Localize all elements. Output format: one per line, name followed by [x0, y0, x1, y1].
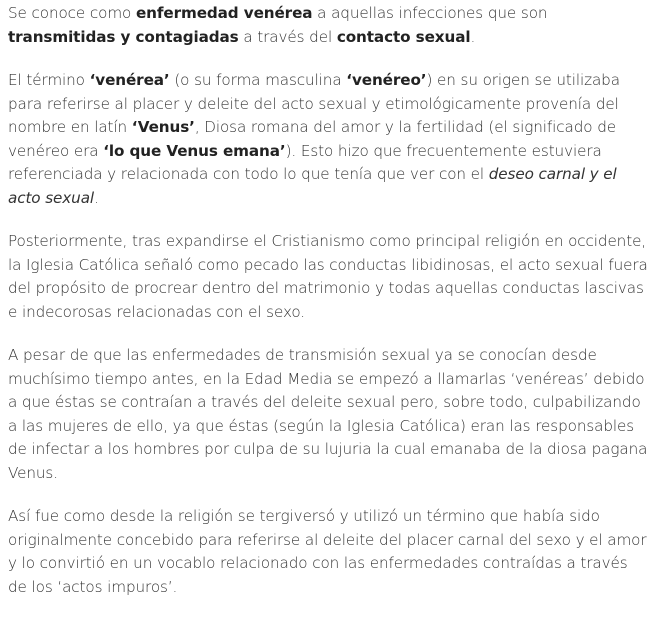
- text: a aquellas infecciones que son: [312, 4, 548, 22]
- bold-text: transmitidas y contagiadas: [8, 27, 239, 46]
- paragraph-2: [8, 69, 651, 210]
- text: ) en su origen se utilizaba para referirse al placer y deleite del acto sexual y etimológicamente provenía del nombre en latín: [8, 71, 620, 136]
- bold-text: ‘lo que Venus emana’: [103, 141, 286, 160]
- text: .: [470, 27, 476, 46]
- text: a través del: [238, 27, 337, 46]
- bold-text: ‘Venus’: [131, 118, 195, 136]
- bold-text: ‘venérea’: [89, 71, 170, 89]
- text: Se conoce como: [8, 4, 136, 22]
- text: , Diosa romana del amor y la fertilidad (el significado de venéreo era: [8, 118, 616, 160]
- italic-text: deseo carnal y el acto sexual: [8, 165, 617, 207]
- text: El término: [8, 71, 90, 89]
- bold-text: enfermedad venérea: [135, 4, 313, 22]
- paragraph-1: [8, 2, 651, 49]
- text: (o su forma masculina: [169, 71, 347, 89]
- bold-text: contacto sexual: [336, 27, 471, 46]
- text: ). Esto hizo que frecuentemente estuviera referenciada y relacionada con todo lo que tenía que ver con el: [8, 141, 602, 183]
- bold-text: ‘venéreo’: [346, 71, 427, 89]
- text: .: [94, 188, 99, 207]
- paragraph-3: Posteriormente, tras expandirse el Cristianismo como principal religión en occidente, la Iglesia Católica señaló como pecado las conductas libidinosas, el acto sexual fuera del propósito de procrear dentro del matrimonio y todas aquellas conductas lascivas e indecorosas relacionadas con el sexo.: [8, 232, 648, 321]
- paragraph-5: Así fue como desde la religión se tergiversó y utilizó un término que había sido originalmente concebido para referirse al deleite del placer carnal del sexo y el amor y lo convirtió en un vocablo relacionado con las enfermedades contraídas a través de los ‘actos impuros’.: [8, 507, 647, 596]
- paragraph-4: A pesar de que las enfermedades de transmisión sexual ya se conocían desde muchísimo tiempo antes, en la Edad Media se empezó a llamarlas ‘venéreas’ debido a que éstas se contraían a través del deleite sexual pero, sobre todo, culpabilizando a las mujeres de ello, ya que éstas (según la Iglesia Católica) eran las responsables de infectar a los hombres por culpa de su lujuria la cual emanaba de la diosa pagana Venus.: [8, 346, 648, 482]
